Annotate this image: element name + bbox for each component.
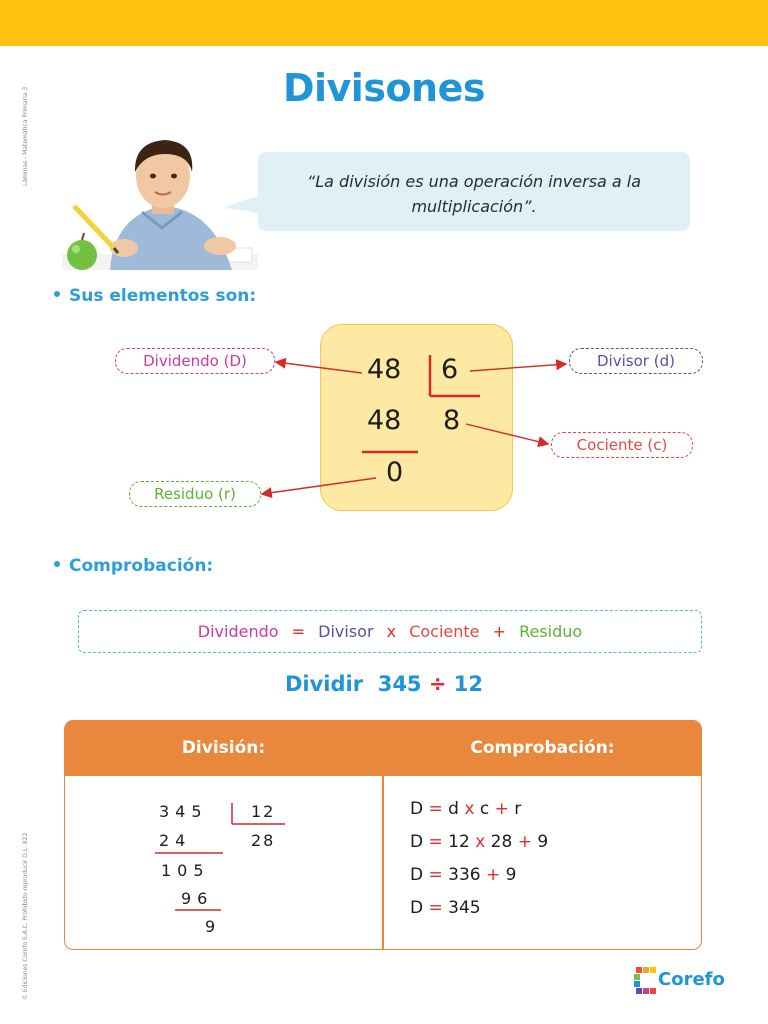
check-heading <box>54 556 213 576</box>
check-op-plus: + <box>494 799 509 819</box>
example-quotient: 8 <box>443 405 461 436</box>
problem-prefix: Dividir <box>284 672 364 696</box>
table-header-division: División: <box>181 738 266 758</box>
check-term-c: r <box>514 799 522 819</box>
label-remainder: Residuo (r) <box>129 481 261 507</box>
table-header-check: Comprobación: <box>470 738 615 758</box>
problem-operator: ÷ <box>428 672 447 696</box>
bullet-dot <box>54 561 60 567</box>
check-line-1 <box>410 799 521 819</box>
check-term-a: 336 <box>448 865 481 885</box>
check-eq: = <box>428 799 443 819</box>
problem-divisor: 12 <box>453 672 484 696</box>
ld-step2: 105 <box>161 861 210 880</box>
check-term-b: c <box>479 799 490 819</box>
check-line-2 <box>410 832 548 852</box>
ld-step1: 24 <box>159 831 192 850</box>
problem-title <box>0 672 768 696</box>
check-lhs: D <box>410 799 424 819</box>
check-term-a: d <box>448 799 459 819</box>
check-lhs: D <box>410 865 424 885</box>
label-dividend: Dividendo (D) <box>115 348 275 374</box>
check-line-3 <box>410 865 517 885</box>
ld-divisor: 12 <box>251 802 276 821</box>
check-term-c: 9 <box>505 865 517 885</box>
check-op-plus: + <box>486 865 501 885</box>
side-caption-bottom: © Ediciones Corefo S.A.C. Prohibido reproducir D.L. 822 <box>22 832 29 1000</box>
check-op-plus: + <box>517 832 532 852</box>
formula-times: x <box>386 622 397 641</box>
long-division-lines <box>65 721 382 949</box>
elements-heading-text: Sus elementos son: <box>69 286 257 306</box>
division-table <box>64 720 702 950</box>
formula-plus: + <box>492 622 506 641</box>
ld-dividend: 345 <box>159 802 208 821</box>
label-divisor: Divisor (d) <box>569 348 703 374</box>
check-lhs: D <box>410 832 424 852</box>
formula-quotient: Cociente <box>409 622 480 641</box>
check-eq: = <box>428 832 443 852</box>
formula-divisor: Divisor <box>318 622 374 641</box>
quote-text: “La división es una operación inversa a la multiplicación”. <box>306 172 642 216</box>
check-eq: = <box>428 865 443 885</box>
check-eq: = <box>428 898 443 918</box>
formula-equals: = <box>291 622 306 641</box>
check-term-a: 12 <box>448 832 470 852</box>
table-column-divider <box>382 776 384 949</box>
example-dividend: 48 <box>367 354 402 385</box>
corefo-logo-text: Corefo <box>658 969 725 990</box>
side-caption-top: Láminas - Matemática Primaria 3 <box>22 86 29 186</box>
formula-remainder: Residuo <box>519 622 583 641</box>
check-term-a: 345 <box>448 898 481 918</box>
formula-box <box>78 610 702 653</box>
formula-dividend: Dividendo <box>197 622 279 641</box>
example-divisor: 6 <box>441 354 459 385</box>
check-term-c: 9 <box>537 832 549 852</box>
problem-dividend: 345 <box>377 672 422 696</box>
check-line-4 <box>410 898 481 918</box>
check-op-times: x <box>464 799 475 819</box>
example-product: 48 <box>367 405 402 436</box>
page-title: Divisones <box>282 66 486 110</box>
check-heading-text: Comprobación: <box>69 556 214 576</box>
ld-remainder: 9 <box>205 917 222 936</box>
ld-quotient: 28 <box>251 831 276 850</box>
check-lhs: D <box>410 898 424 918</box>
label-quotient: Cociente (c) <box>551 432 693 458</box>
check-term-b: 28 <box>490 832 513 852</box>
check-op-times: x <box>475 832 486 852</box>
example-remainder: 0 <box>386 457 404 488</box>
ld-step3: 96 <box>181 889 214 908</box>
